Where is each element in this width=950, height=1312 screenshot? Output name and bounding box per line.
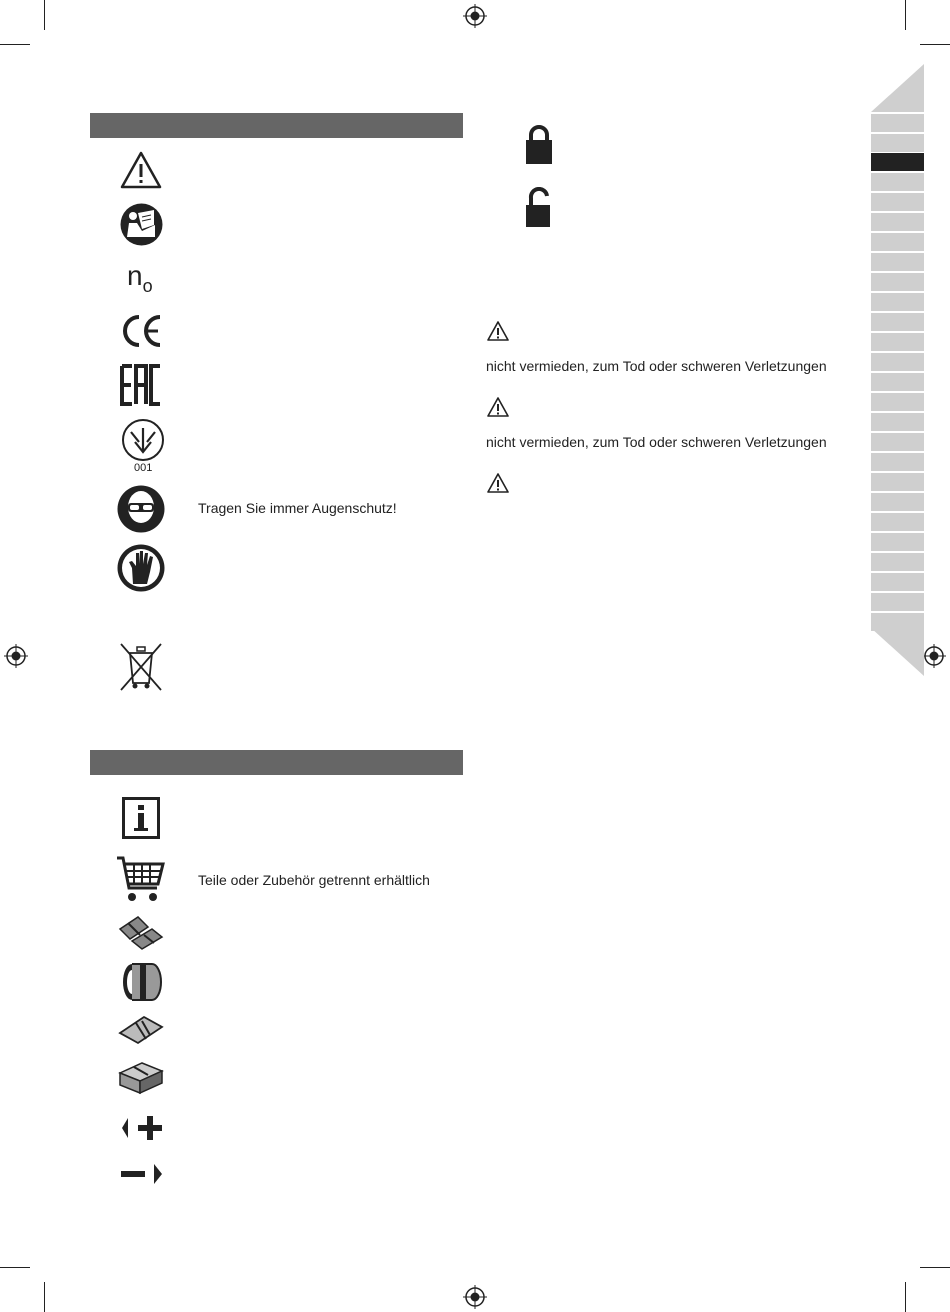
no-load-speed-n: n: [127, 260, 143, 291]
tab-strip-top-triangle: [871, 64, 924, 112]
accessories-text: Teile oder Zubehör getrennt erhältlich: [198, 872, 430, 888]
language-tab[interactable]: [871, 473, 924, 493]
language-tab[interactable]: [871, 253, 924, 273]
hand-protection-icon: [117, 544, 165, 592]
danger-warning-text: nicht vermieden, zum Tod oder schweren Verletzungen: [486, 358, 827, 374]
language-tab[interactable]: [871, 114, 924, 134]
crop-mark: [0, 1267, 30, 1268]
block-cutting-icon: [118, 1059, 164, 1095]
crop-mark: [44, 1282, 45, 1312]
ua-conformity-mark-icon: [121, 418, 165, 462]
warning-triangle-icon: [119, 150, 163, 190]
language-tab[interactable]: [871, 273, 924, 293]
lock-open-icon: [524, 187, 554, 227]
shopping-cart-icon: [115, 855, 165, 903]
weee-crossed-bin-icon: [118, 641, 164, 693]
language-tab[interactable]: [871, 533, 924, 553]
language-tab[interactable]: [871, 393, 924, 413]
crop-mark: [0, 44, 30, 45]
crop-mark: [920, 1267, 950, 1268]
decrease-minus-icon: [120, 1162, 164, 1186]
language-tab[interactable]: [871, 553, 924, 573]
danger-warning-triangle-icon: [486, 320, 510, 342]
language-tab[interactable]: [871, 293, 924, 313]
crop-mark: [905, 1282, 906, 1312]
registration-mark-icon: [4, 644, 28, 668]
language-tab-active[interactable]: [871, 153, 924, 173]
ce-mark-icon: [121, 314, 163, 348]
registration-mark-icon: [922, 644, 946, 668]
metal-sheet-cutting-icon: [118, 1013, 164, 1045]
language-tab[interactable]: [871, 134, 924, 154]
general-symbols-section-header-bar: [90, 750, 463, 775]
registration-mark-icon: [463, 1285, 487, 1309]
language-tab[interactable]: [871, 333, 924, 353]
language-tab[interactable]: [871, 233, 924, 253]
crop-mark: [905, 0, 906, 30]
language-tab[interactable]: [871, 353, 924, 373]
caution-triangle-icon: [486, 472, 510, 494]
registration-mark-icon: [463, 4, 487, 28]
language-tab[interactable]: [871, 573, 924, 593]
read-manual-icon: [120, 203, 163, 246]
language-tab[interactable]: [871, 513, 924, 533]
increase-plus-icon: [120, 1116, 164, 1140]
eye-protection-text: Tragen Sie immer Augenschutz!: [198, 500, 397, 516]
crop-mark: [44, 0, 45, 30]
eye-protection-icon: [117, 485, 165, 533]
lock-closed-icon: [524, 124, 554, 164]
pipe-cutting-icon: [120, 962, 162, 1002]
language-tab[interactable]: [871, 173, 924, 193]
language-tab[interactable]: [871, 373, 924, 393]
language-tab[interactable]: [871, 213, 924, 233]
symbols-section-header-bar: [90, 113, 463, 138]
language-tab[interactable]: [871, 433, 924, 453]
language-tab[interactable]: [871, 453, 924, 473]
wood-cutting-icon: [118, 915, 164, 951]
crop-mark: [920, 44, 950, 45]
warning-triangle-icon: [486, 396, 510, 418]
language-tab[interactable]: [871, 413, 924, 433]
language-tab[interactable]: [871, 193, 924, 213]
no-load-speed-subscript: o: [142, 276, 153, 296]
language-tab[interactable]: [871, 593, 924, 613]
warning-text: nicht vermieden, zum Tod oder schweren Verletzungen: [486, 434, 827, 450]
info-icon: [122, 797, 160, 839]
eac-mark-icon: [120, 364, 162, 406]
no-load-speed-symbol: [127, 260, 153, 296]
tab-strip-bottom-triangle: [871, 628, 924, 676]
language-tab[interactable]: [871, 493, 924, 513]
ua-mark-number: 001: [134, 462, 153, 474]
language-tab[interactable]: [871, 313, 924, 333]
